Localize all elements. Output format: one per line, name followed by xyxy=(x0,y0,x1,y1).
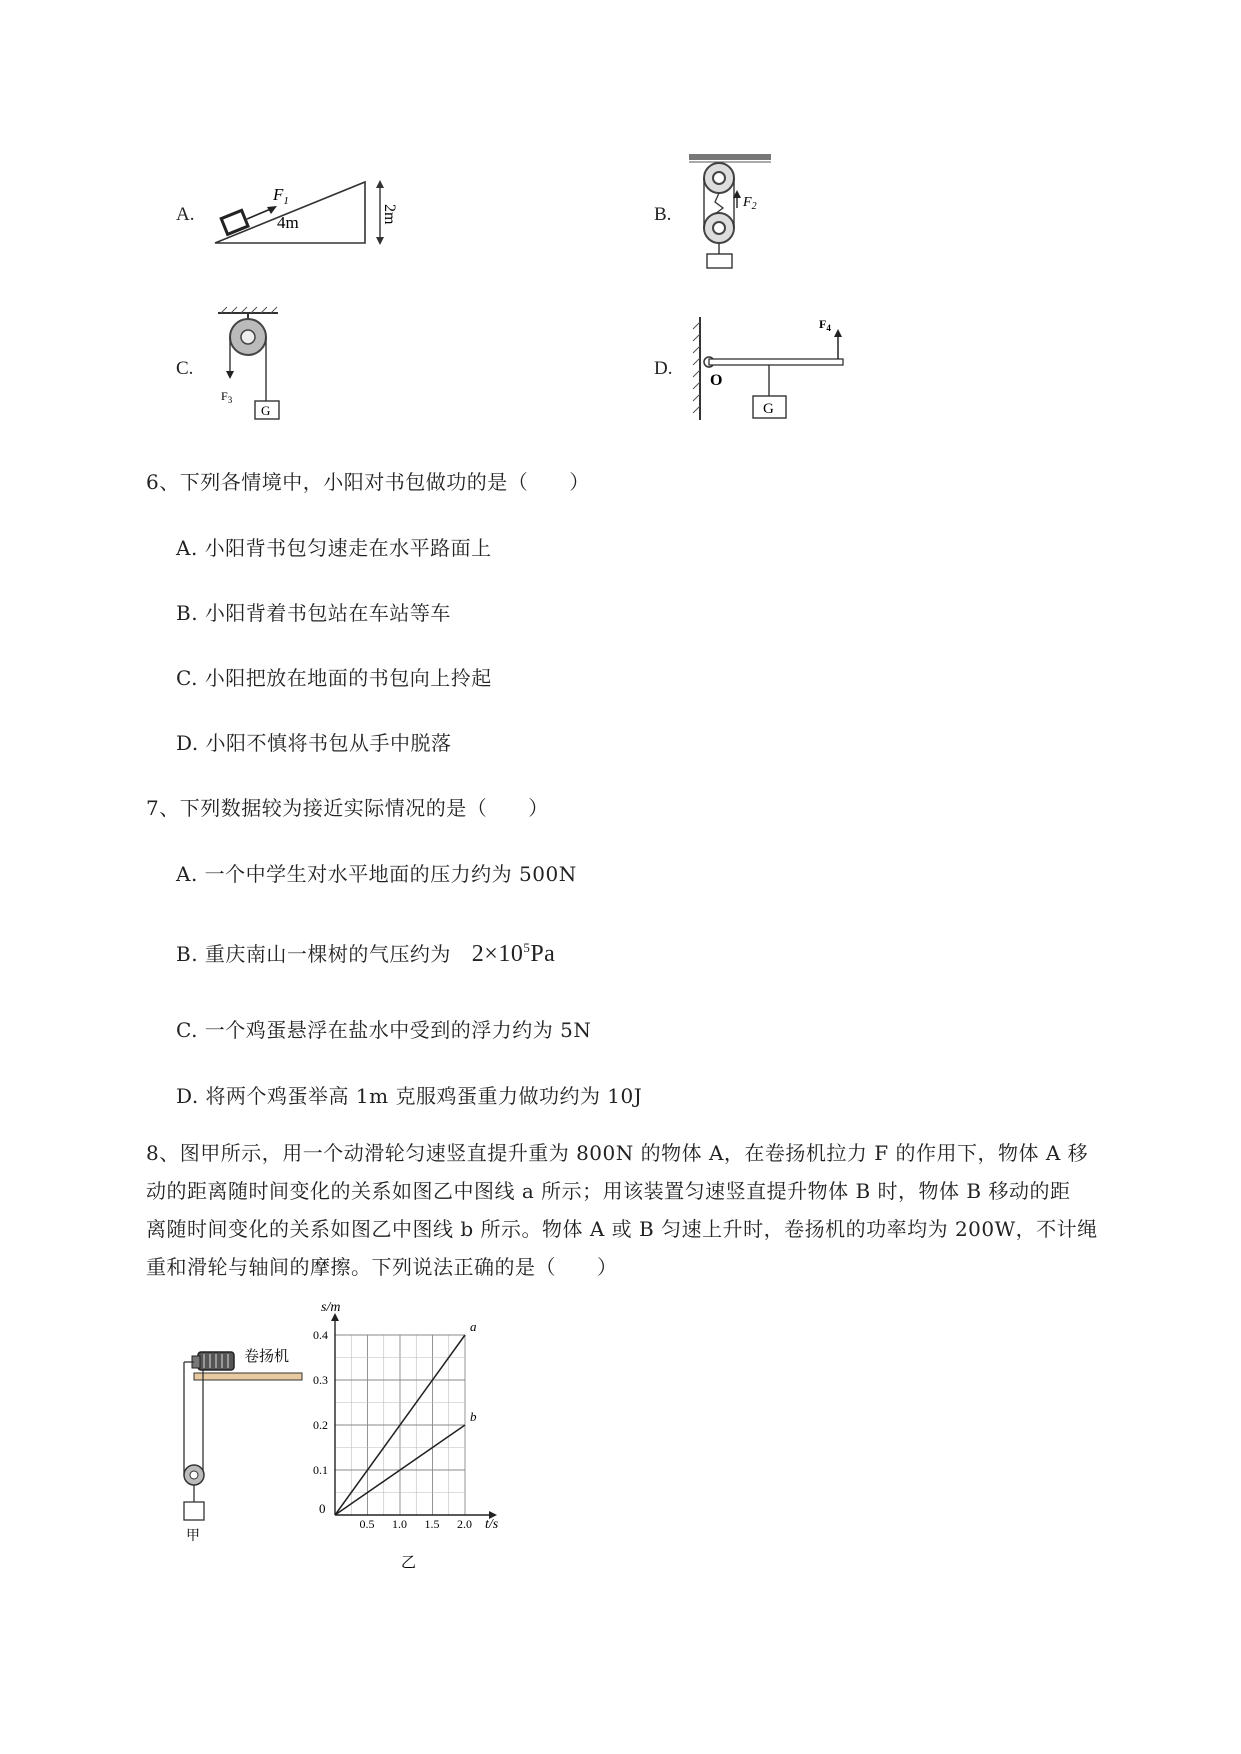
length-label: 4m xyxy=(277,213,299,232)
load-box xyxy=(184,1502,204,1520)
chart-series xyxy=(335,1319,477,1515)
weight-label: G xyxy=(763,401,774,417)
height-label: 2m xyxy=(381,204,398,225)
force-label-f1: $F_1$ xyxy=(273,185,289,207)
lever-figure xyxy=(690,312,850,427)
q8-line-1: 8、图甲所示，用一个动滑轮匀速竖直提升重为 800N 的物体 A，在卷扬机拉力 F 的作用下，物体 A 移 xyxy=(146,1141,1089,1165)
q5-option-b-label: B. xyxy=(654,204,672,225)
incline-figure xyxy=(205,170,398,250)
chart-y-axis-label: s/m xyxy=(321,1300,341,1315)
lever-bar xyxy=(709,359,843,365)
force-label-f3: $F_3$ xyxy=(221,389,233,405)
force-label-f4: $F_4$ xyxy=(819,317,831,333)
pivot-label: O xyxy=(710,372,723,389)
q6-option-a: A. 小阳背书包匀速走在水平路面上 xyxy=(176,536,492,560)
chart-y-tick-label: 0.1 xyxy=(313,1463,328,1477)
q7-option-b-formula: $2\times 10^5Pa$ xyxy=(471,940,556,967)
ceiling xyxy=(689,154,771,160)
chart-x-tick-label: 2.0 xyxy=(457,1517,472,1531)
platform xyxy=(194,1373,302,1380)
q7-option-b xyxy=(176,938,555,968)
chart-origin-label: 0 xyxy=(319,1501,326,1516)
q8-line-2: 动的距离随时间变化的关系如图乙中图线 a 所示；用该装置匀速竖直提升物体 B 时，物体 B 移动的距 xyxy=(146,1179,1071,1203)
q5-option-d-label: D. xyxy=(654,358,673,379)
chart-x-tick-label: 1.0 xyxy=(392,1517,407,1531)
figure-yi-caption: 乙 xyxy=(401,1555,417,1571)
distance-time-chart xyxy=(305,1300,535,1575)
chart-series-label-a: a xyxy=(470,1319,477,1334)
force-label-f2: $F_2$ xyxy=(743,195,757,212)
weight-label: G xyxy=(261,403,271,418)
figure-jia-caption: 甲 xyxy=(186,1529,200,1544)
q5-option-c-label: C. xyxy=(176,358,194,379)
q6-option-c: C. 小阳把放在地面的书包向上拎起 xyxy=(176,666,492,690)
chart-y-tick-label: 0.4 xyxy=(313,1328,328,1342)
q7-option-b-text: B. 重庆南山一棵树的气压约为 xyxy=(176,942,451,966)
q7-option-d: D. 将两个鸡蛋举高 1m 克服鸡蛋重力做功约为 10J xyxy=(176,1084,643,1108)
question-8-stem xyxy=(146,1134,1156,1286)
q5-option-a-label: A. xyxy=(176,204,195,225)
chart-x-axis-label: t/s xyxy=(485,1517,499,1532)
force-arrow-f3 xyxy=(226,371,234,379)
winch-label: 卷扬机 xyxy=(244,1349,290,1365)
q6-option-d: D. 小阳不慎将书包从手中脱落 xyxy=(176,731,452,755)
chart-x-tick-label: 1.5 xyxy=(424,1517,440,1531)
pulley-block-figure xyxy=(685,150,775,275)
q8-line-3: 离随时间变化的关系如图乙中图线 b 所示。物体 A 或 B 匀速上升时，卷扬机的功率均为 200W，不计绳 xyxy=(146,1217,1098,1241)
fixed-pulley-figure xyxy=(213,305,288,427)
load-box xyxy=(707,254,732,268)
winch-figure xyxy=(178,1340,298,1565)
q6-option-b: B. 小阳背着书包站在车站等车 xyxy=(176,601,451,625)
chart-series-label-b: b xyxy=(470,1409,477,1424)
q7-option-a: A. 一个中学生对水平地面的压力约为 500N xyxy=(176,862,577,886)
chart-y-tick-label: 0.3 xyxy=(313,1373,328,1387)
question-7-stem: 7、下列数据较为接近实际情况的是（ ） xyxy=(146,796,549,820)
q8-line-4: 重和滑轮与轴间的摩擦。下列说法正确的是（ ） xyxy=(146,1255,618,1279)
chart-x-tick-label: 0.5 xyxy=(359,1517,375,1531)
chart-y-tick-label: 0.2 xyxy=(313,1418,328,1432)
q7-option-c: C. 一个鸡蛋悬浮在盐水中受到的浮力约为 5N xyxy=(176,1018,592,1042)
question-6-stem: 6、下列各情境中，小阳对书包做功的是（ ） xyxy=(146,470,590,494)
